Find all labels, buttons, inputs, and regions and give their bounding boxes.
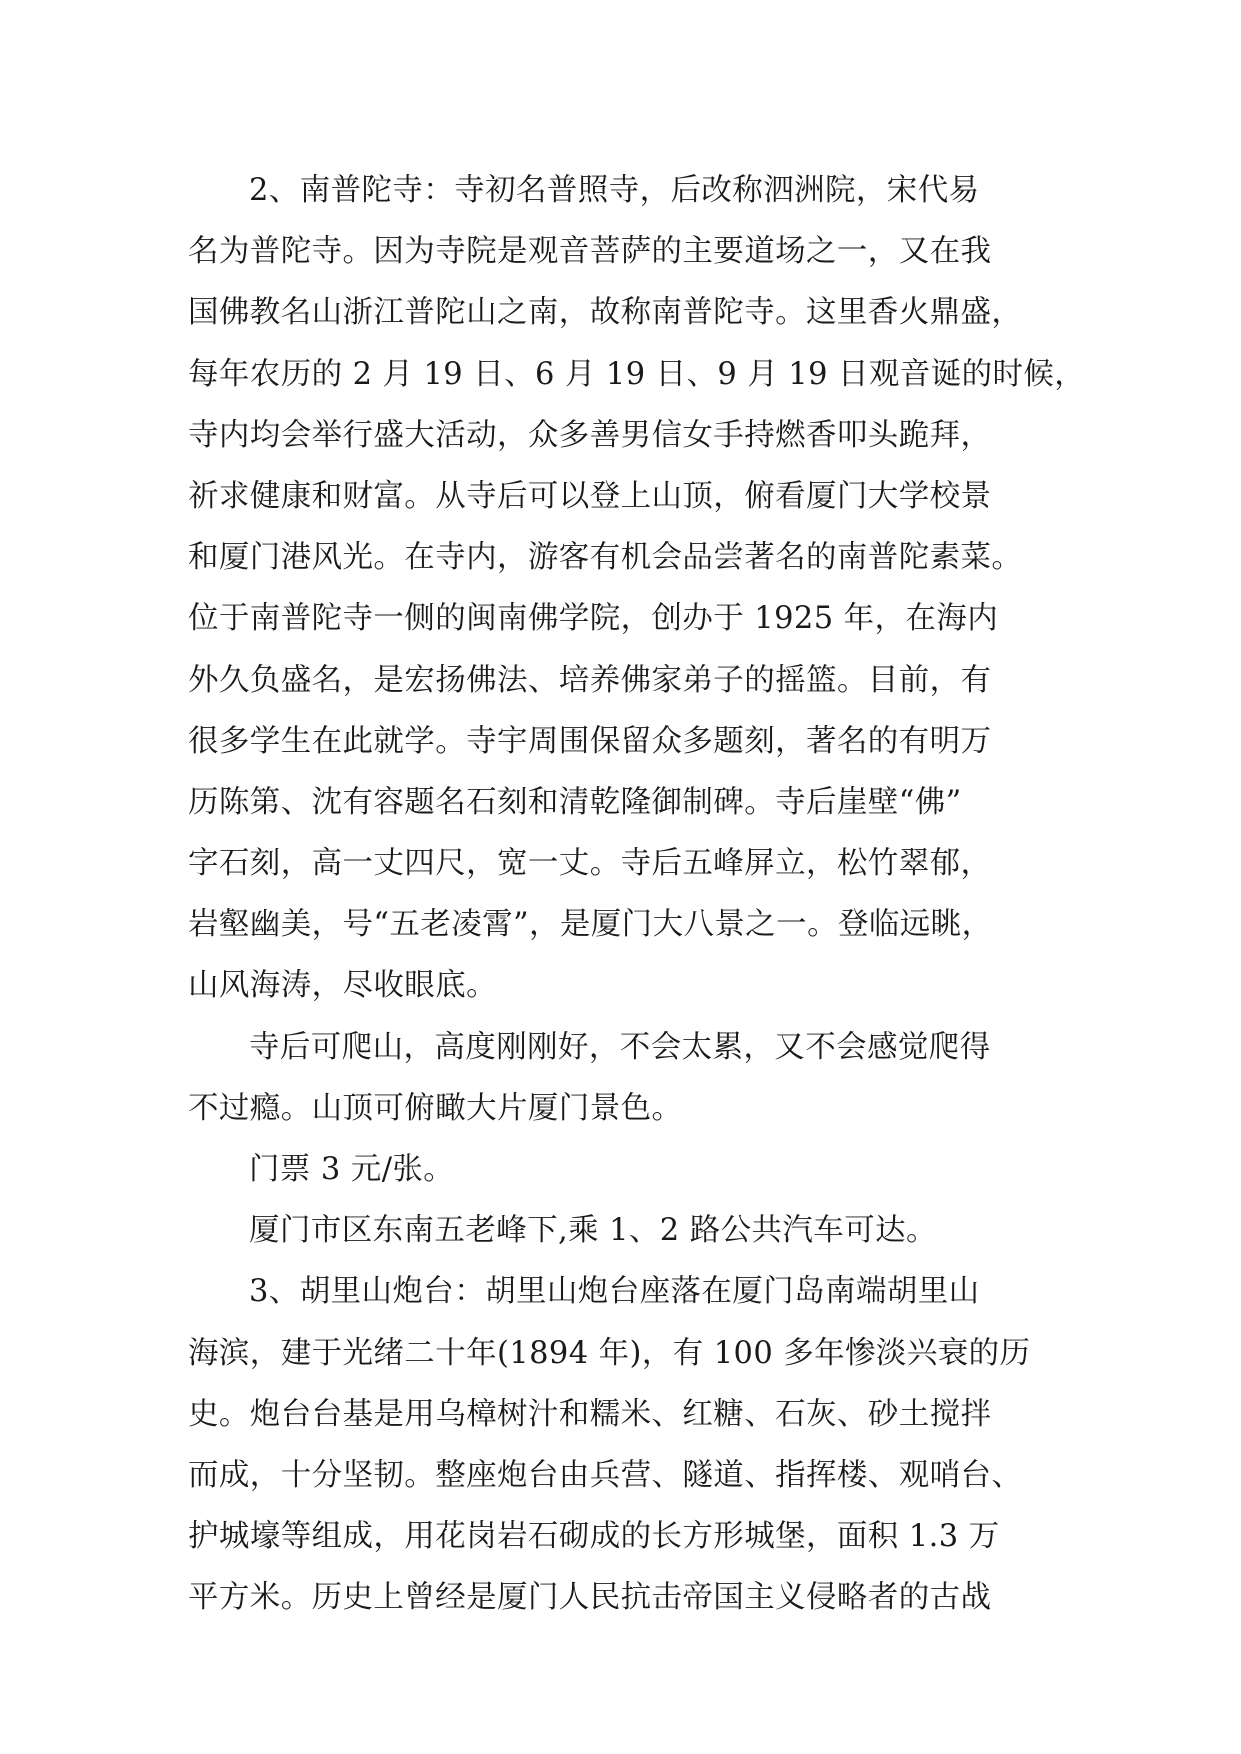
text-line: 厦门市区东南五老峰下,乘 1、2 路公共汽车可达。 [249,1213,937,1249]
text-line: 山风海涛，尽收眼底。 [188,968,497,1004]
text-line: 史。炮台台基是用乌樟树汁和糯米、红糖、石灰、砂土搅拌 [188,1396,992,1432]
text-line: 门票 3 元/张。 [249,1152,455,1187]
text-line: 字石刻，高一丈四尺，宽一丈。寺后五峰屏立，松竹翠郁， [188,846,992,882]
text-line: 2、南普陀寺：寺初名普照寺，后改称泗洲院，宋代易 [249,173,980,208]
text-line: 护城壕等组成，用花岗岩石砌成的长方形城堡，面积 1.3 万 [188,1519,1000,1555]
text-line: 历陈第、沈有容题名石刻和清乾隆御制碑。寺后崖壁“佛” [188,784,962,820]
text-line: 国佛教名山浙江普陀山之南，故称南普陀寺。这里香火鼎盛， [188,295,1023,331]
text-line: 很多学生在此就学。寺宇周围保留众多题刻，著名的有明万 [188,723,992,759]
text-line: 海滨，建于光绪二十年(1894 年)，有 100 多年惨淡兴衰的历 [188,1335,1031,1371]
text-line: 祈求健康和财富。从寺后可以登上山顶，俯看厦门大学校景 [188,478,992,514]
text-line: 位于南普陀寺一侧的闽南佛学院，创办于 1925 年，在海内 [188,601,999,637]
text-line: 寺后可爬山，高度刚刚好，不会太累，又不会感觉爬得 [249,1029,991,1065]
text-line: 和厦门港风光。在寺内，游客有机会品尝著名的南普陀素菜。 [188,540,1023,576]
text-line: 每年农历的 2 月 19 日、6 月 19 日、9 月 19 日观音诞的时候， [188,356,1086,392]
text-line: 名为普陀寺。因为寺院是观音菩萨的主要道场之一，又在我 [188,234,992,270]
text-line: 寺内均会举行盛大活动，众多善男信女手持燃香叩头跪拜， [188,417,992,453]
text-line: 而成，十分坚韧。整座炮台由兵营、隧道、指挥楼、观哨台、 [188,1457,1023,1493]
document-body [188,160,1086,1629]
text-line: 平方米。历史上曾经是厦门人民抗击帝国主义侵略者的古战 [188,1580,992,1616]
text-line: 3、胡里山炮台：胡里山炮台座落在厦门岛南端胡里山 [249,1274,980,1310]
text-line: 外久负盛名，是宏扬佛法、培养佛家弟子的摇篮。目前，有 [188,662,992,698]
text-line: 岩壑幽美，号“五老凌霄”，是厦门大八景之一。登临远眺， [188,907,993,943]
text-line: 不过瘾。山顶可俯瞰大片厦门景色。 [188,1090,683,1126]
